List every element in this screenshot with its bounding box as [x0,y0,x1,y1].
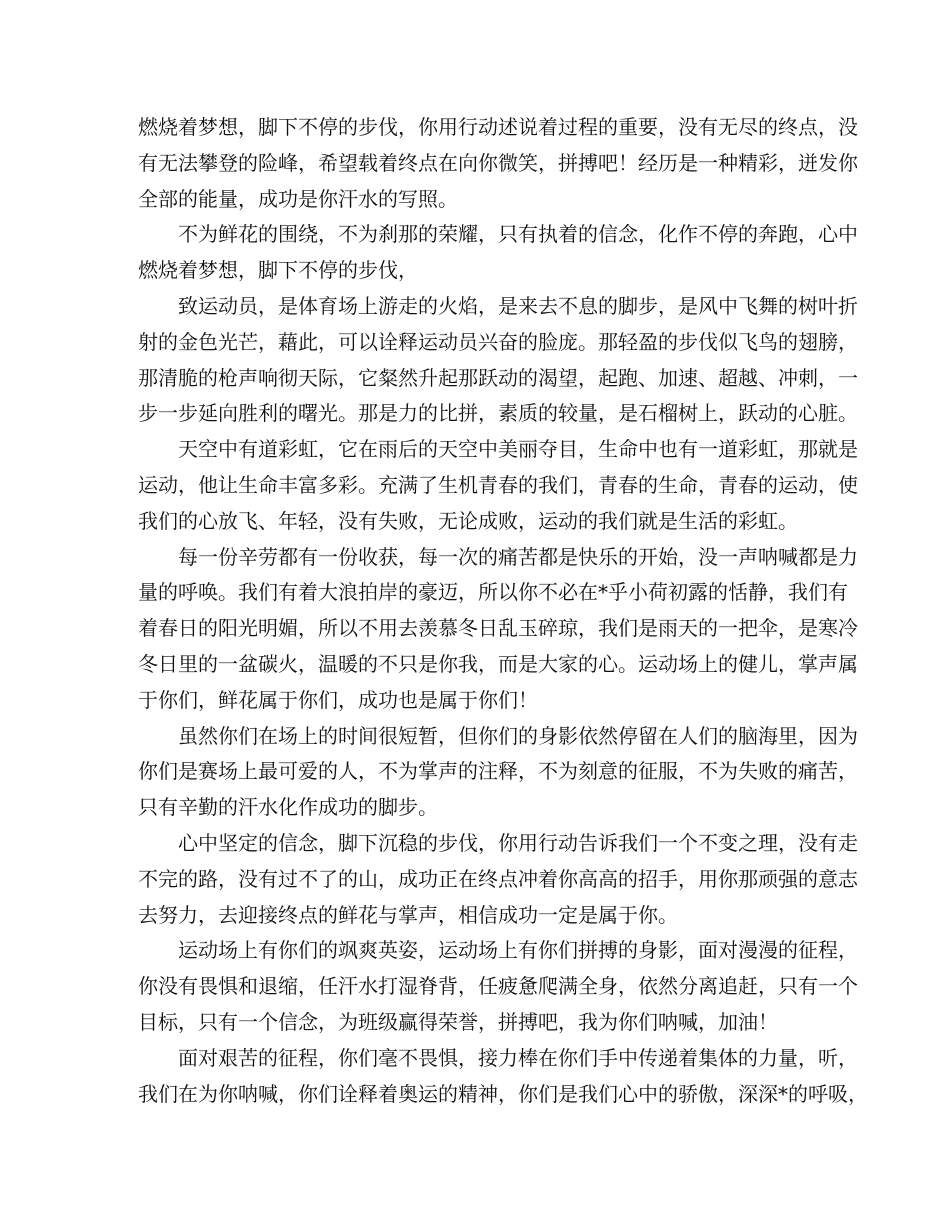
text-line: 量的呼唤。我们有着大浪拍岸的豪迈，所以你不必在*乎小荷初露的恬静，我们有 [138,580,848,605]
text-line: 燃烧着梦想，脚下不停的步伐，你用行动述说着过程的重要，没有无尽的终点，没 [138,115,858,139]
paragraph [138,933,858,1040]
text-line: 天空中有道彩虹，它在雨后的天空中美丽夺目，生命中也有一道彩虹，那就是 [178,437,858,462]
text-line: 致运动员，是体育场上游走的火焰，是来去不息的脚步，是风中飞舞的树叶折 [178,293,858,318]
text-line: 燃烧着梦想，脚下不停的步伐， [138,258,418,283]
paragraph [138,289,858,432]
paragraph [138,217,858,289]
text-line: 着春日的阳光明媚，所以不用去羡慕冬日乱玉碎琼，我们是雨天的一把伞，是寒冷 [138,616,858,641]
paragraph [138,1041,868,1113]
text-line: 于你们，鲜花属于你们，成功也是属于你们！ [138,687,538,712]
document-body [138,110,868,1112]
text-line: 我们在为你呐喊，你们诠释着奥运的精神，你们是我们心中的骄傲，深深*的呼吸， [138,1081,868,1106]
text-line: 射的金色光芒，藉此，可以诠释运动员兴奋的脸庞。那轻盈的步伐似飞鸟的翅膀， [138,329,858,354]
text-line: 你们是赛场上最可爱的人，不为掌声的注释，不为刻意的征服，不为失败的痛苦， [138,759,858,784]
text-line: 你没有畏惧和退缩，任汗水打湿脊背，任疲惫爬满全身，依然分离追赶，只有一个 [138,974,858,999]
paragraph [138,719,858,826]
document-page [138,110,868,1112]
text-line: 冬日里的一盆碳火，温暖的不只是你我，而是大家的心。运动场上的健儿，掌声属 [138,651,858,676]
text-line: 不为鲜花的围绕，不为刹那的荣耀，只有执着的信念，化作不停的奔跑，心中 [178,222,858,247]
paragraph [138,540,858,719]
text-line: 只有辛勤的汗水化作成功的脚步。 [138,795,438,820]
text-line: 运动场上有你们的飒爽英姿，运动场上有你们拼搏的身影，面对漫漫的征程， [178,938,858,963]
text-line: 不完的路，没有过不了的山，成功正在终点冲着你高高的招手，用你那顽强的意志 [138,866,858,891]
text-line: 那清脆的枪声响彻天际，它粲然升起那跃动的渴望，起跑、加速、超越、冲刺，一 [138,365,858,390]
text-line: 有无法攀登的险峰，希望载着终点在向你微笑，拼搏吧！经历是一种精彩，迸发你 [138,150,858,175]
text-line: 我们的心放飞、年轻，没有失败，无论成败，运动的我们就是生活的彩虹。 [138,508,798,533]
paragraph [138,432,858,539]
text-line: 全部的能量，成功是你汗水的写照。 [138,186,458,211]
text-line: 每一份辛劳都有一份收获，每一次的痛苦都是快乐的开始，没一声呐喊都是力 [178,544,858,569]
paragraph [138,110,858,217]
text-line: 步一步延向胜利的曙光。那是力的比拼，素质的较量，是石榴树上，跃动的心脏。 [138,401,858,426]
text-line: 运动，他让生命丰富多彩。充满了生机青春的我们，青春的生命，青春的运动，使 [138,472,858,497]
text-line: 面对艰苦的征程，你们毫不畏惧，接力棒在你们手中传递着集体的力量，听， [178,1045,858,1070]
text-line: 去努力，去迎接终点的鲜花与掌声，相信成功一定是属于你。 [138,902,678,927]
text-line: 虽然你们在场上的时间很短暂，但你们的身影依然停留在人们的脑海里，因为 [178,723,858,748]
text-line: 心中坚定的信念，脚下沉稳的步伐，你用行动告诉我们一个不变之理，没有走 [178,830,858,855]
text-line: 目标，只有一个信念，为班级赢得荣誉，拼搏吧，我为你们呐喊，加油！ [138,1009,778,1034]
paragraph [138,826,858,933]
